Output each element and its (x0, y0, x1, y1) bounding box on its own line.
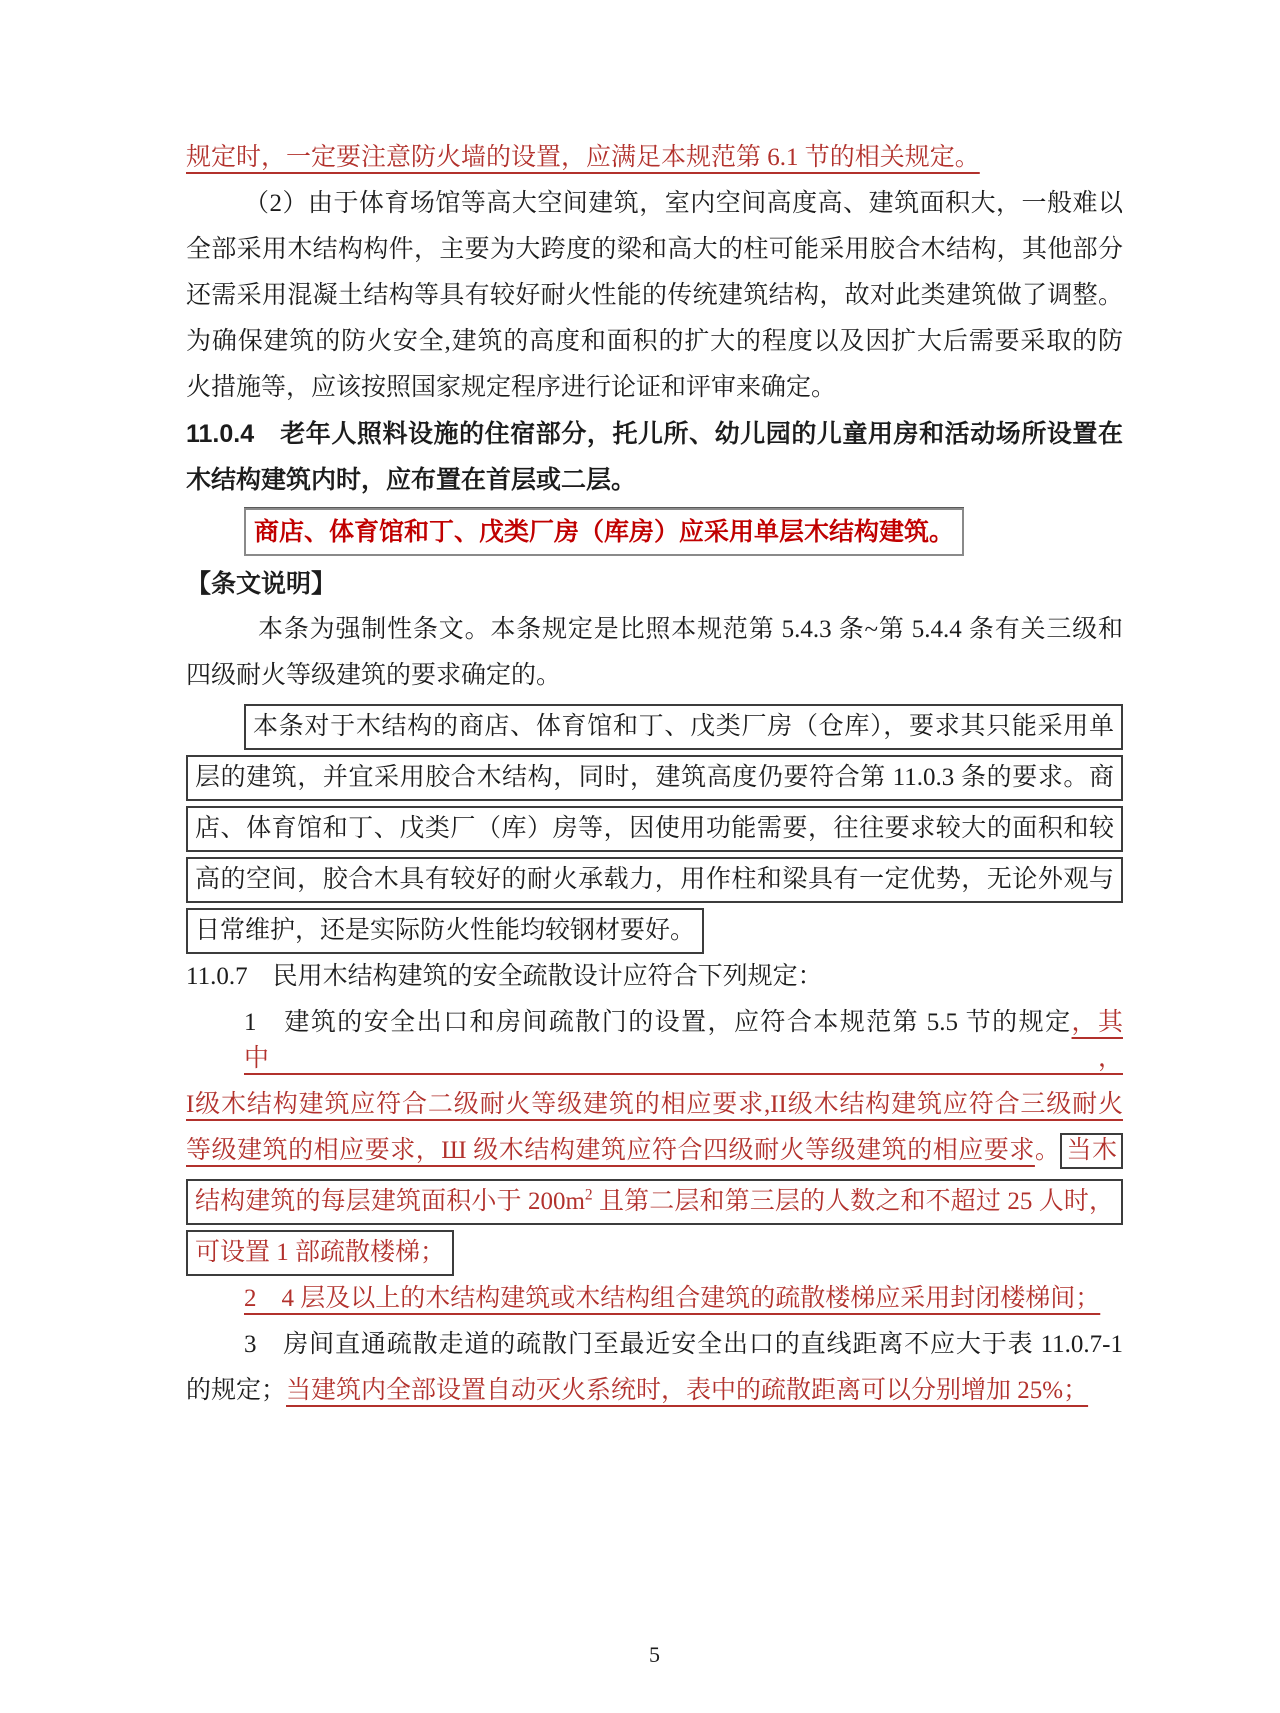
text-segment: 店、体育馆和丁、戊类厂（库）房等，因使用功能需要，往往要求较大的面积和较 (195, 815, 1114, 842)
text-segment: 本条对于木结构的商店、体育馆和丁、戊类厂房（仓库），要求其只能采用单 (253, 713, 1114, 740)
text-segment: 等级建筑的相应要求，Ш 级木结构建筑应符合四级耐火等级建筑的相应要求 (186, 1137, 1035, 1164)
text-line (244, 1281, 1123, 1317)
text-segment: 为确保建筑的防火安全,建筑的高度和面积的扩大的程度以及因扩大后需要采取的防 (186, 328, 1123, 355)
text-segment: 且第二层和第三层的人数之和不超过 25 人时， (592, 1188, 1114, 1215)
text-line (186, 1133, 1123, 1169)
text-segment: 火措施等，应该按照国家规定程序进行论证和评审来确定。 (186, 374, 837, 401)
continuation-note-line (186, 140, 1123, 176)
text-segment: （2）由于体育场馆等高大空间建筑，室内空间高度高、建筑面积大，一般难以 (244, 190, 1123, 217)
page-number: 5 (649, 1642, 660, 1667)
text-segment: 木结构建筑内时，应布置在首层或二层。 (186, 466, 637, 494)
text-line (186, 232, 1123, 268)
text-segment: 高的空间，胶合木具有较好的耐火承载力，用作柱和梁具有一定优势，无论外观与 (195, 866, 1114, 893)
text-segment: 结构建筑的每层建筑面积小于 200m (195, 1188, 585, 1215)
text-segment: 当木 (1060, 1133, 1123, 1169)
text-line (186, 324, 1123, 360)
text-segment: 规定时，一定要注意防火墙的设置，应满足本规范第 6.1 节的相关规定。 (186, 144, 980, 171)
text-segment: 。 (1034, 1137, 1061, 1164)
text-segment: 11.0.4 老年人照料设施的住宿部分，托儿所、幼儿园的儿童用房和活动场所设置在 (186, 420, 1123, 448)
text-segment: I级木结构建筑应符合二级耐火等级建筑的相应要求,II级木结构建筑应符合三级耐火 (186, 1091, 1123, 1118)
text-segment: 四级耐火等级建筑的要求确定的。 (186, 662, 562, 689)
text-segment: 日常维护，还是实际防火性能均较钢材要好。 (195, 917, 696, 944)
text-line (186, 658, 1123, 694)
text-segment: 1 建筑的安全出口和房间疏散门的设置，应符合本规范第 5.5 节的规定 (244, 1009, 1072, 1036)
text-segment: 的规定； (186, 1377, 287, 1404)
text-line (186, 1373, 1123, 1409)
clause-11-0-4-heading-line2 (186, 462, 1123, 498)
text-segment: 可设置 1 部疏散楼梯； (195, 1239, 446, 1266)
text-line (186, 1087, 1123, 1123)
text-line (244, 186, 1123, 222)
text-segment: 11.0.7 民用木结构建筑的安全疏散设计应符合下列规定： (186, 963, 823, 990)
text-segment: 【条文说明】 (186, 570, 337, 598)
boxed-revision-line (186, 857, 1123, 903)
text-segment: 2 (584, 1186, 593, 1204)
text-segment: 2 4 层及以上的木结构建筑或木结构组合建筑的疏散楼梯应采用封闭楼梯间； (244, 1285, 1101, 1312)
text-line (244, 1005, 1123, 1077)
mandatory-provision-box (244, 508, 964, 556)
clause-11-0-7-heading (186, 959, 1123, 995)
text-segment: 还需采用混凝土结构等具有较好耐火性能的传统建筑结构，故对此类建筑做了调整。 (186, 282, 1123, 309)
text-segment: 商店、体育馆和丁、戊类厂房（库房）应采用单层木结构建筑。 (254, 518, 955, 546)
text-line (186, 370, 1123, 406)
text-segment: 层的建筑，并宜采用胶合木结构，同时，建筑高度仍要符合第 11.0.3 条的要求。商 (195, 764, 1114, 791)
clause-explanation-heading (186, 566, 1123, 602)
boxed-revision-line (186, 1179, 1123, 1225)
boxed-revision-line (186, 755, 1123, 801)
boxed-revision-line (244, 704, 1123, 750)
document-body (186, 140, 1123, 1419)
boxed-revision-line (186, 1230, 454, 1276)
boxed-revision-line (186, 806, 1123, 852)
boxed-revision-line (186, 908, 704, 954)
text-segment: 本条为强制性条文。本条规定是比照本规范第 5.4.3 条~第 5.4.4 条有关三级和 (258, 616, 1123, 643)
text-segment: 当建筑内全部设置自动灭火系统时，表中的疏散距离可以分别增加 25%； (286, 1377, 1089, 1404)
clause-11-0-4-heading (186, 416, 1123, 452)
text-segment: 3 房间直通疏散走道的疏散门至最近安全出口的直线距离不应大于表 11.0.7-1 (244, 1331, 1123, 1358)
text-line (258, 612, 1123, 648)
text-line (244, 1327, 1123, 1363)
text-segment: 全部采用木结构构件，主要为大跨度的梁和高大的柱可能采用胶合木结构，其他部分 (186, 236, 1123, 263)
text-segment: ，其中， (244, 1009, 1123, 1072)
text-line (186, 278, 1123, 314)
